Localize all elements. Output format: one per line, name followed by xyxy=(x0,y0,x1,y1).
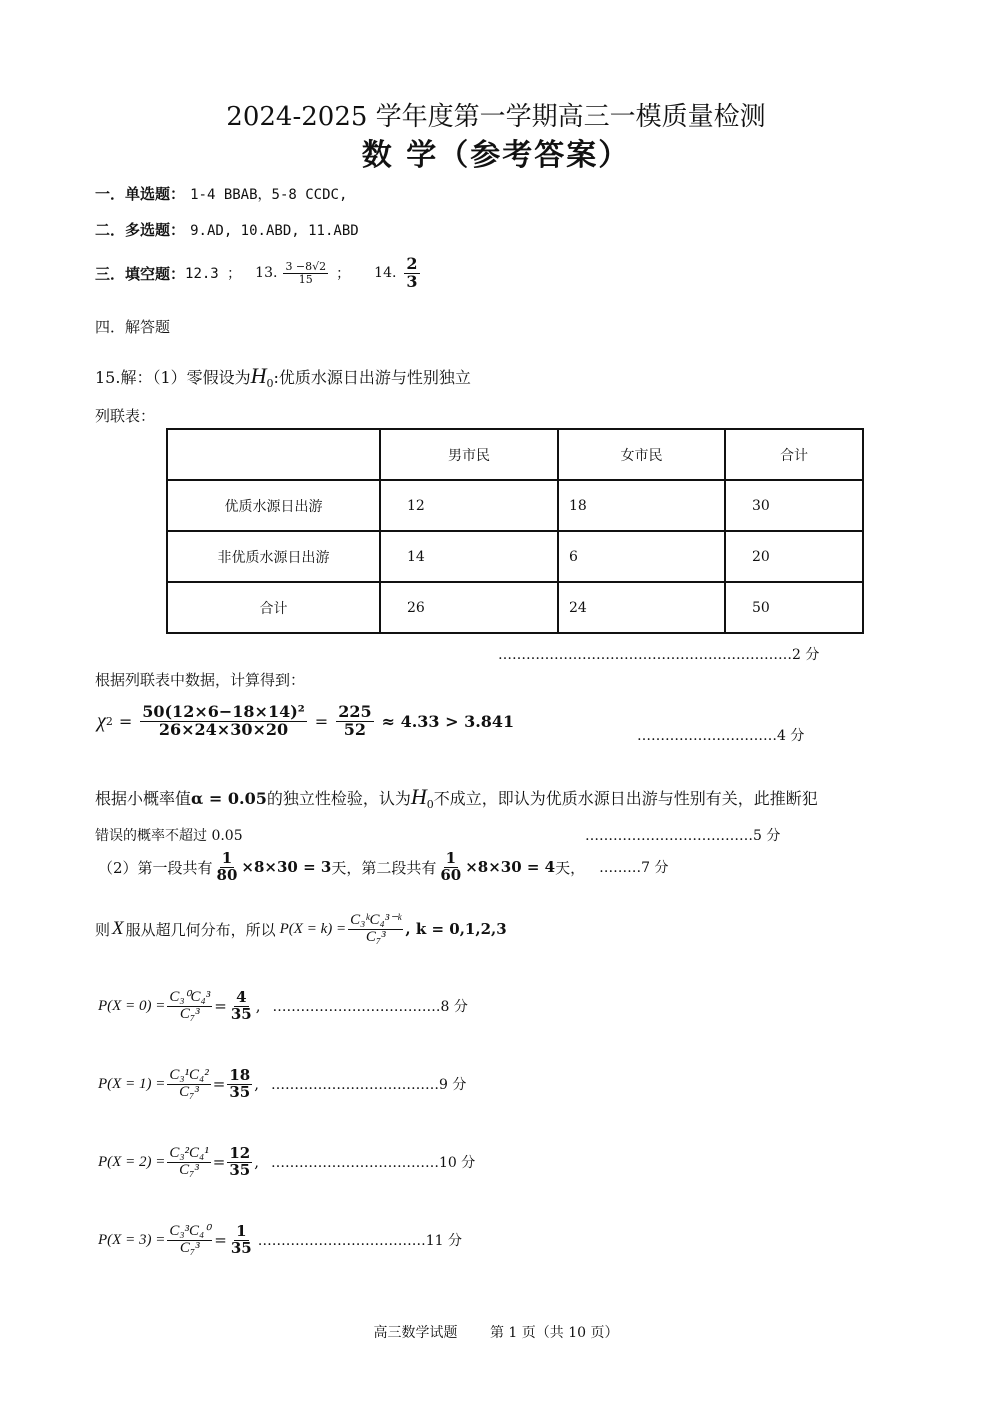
multi-choice-value: 9.AD, 10.ABD, 11.ABD xyxy=(190,223,359,239)
chi-symbol: χ xyxy=(97,709,106,732)
prob-fraction xyxy=(167,1068,210,1101)
calc-intro: 根据列联表中数据，计算得到： xyxy=(95,671,306,689)
distribution-mid: 服从超几何分布，所以 xyxy=(125,920,276,939)
part2-fraction-2-den: 60 xyxy=(440,865,462,884)
distribution-denominator: C₇³ xyxy=(365,928,386,945)
table-cell: 12 xyxy=(380,480,558,531)
part2-expr-2: ×8×30 = 4 xyxy=(465,858,556,877)
alpha-value: α = 0.05 xyxy=(191,789,267,808)
prob-denominator: C₇³ xyxy=(179,1161,199,1178)
table-header-cell: 女市民 xyxy=(558,429,725,480)
prob-equals: = xyxy=(212,1075,226,1094)
prob-denominator: C₇³ xyxy=(179,1239,200,1256)
prob-fraction xyxy=(167,990,212,1023)
chi-fraction xyxy=(140,704,307,739)
q15-intro-prefix: 15.解：（1）零假设为 xyxy=(95,368,251,387)
part2-fraction-2-num: 1 xyxy=(445,849,456,867)
prob-lhs: P(X = 0) = xyxy=(98,997,166,1014)
fill-q14-numerator: 2 xyxy=(406,254,418,273)
prob-equals: = xyxy=(212,1153,226,1172)
chi-numerator: 50(12×6−18×14)² xyxy=(142,702,305,721)
conclusion-prefix: 根据小概率值 xyxy=(95,789,192,808)
part2-fraction-1 xyxy=(215,851,240,884)
part2-fraction-1-den: 80 xyxy=(216,865,238,884)
probability-line xyxy=(98,1146,475,1179)
h0-subscript-2: 0 xyxy=(426,798,434,812)
prob-lhs: P(X = 2) = xyxy=(98,1153,166,1170)
prob-tail: , xyxy=(255,997,261,1016)
h0-symbol: H xyxy=(250,363,267,388)
prob-result-denominator: 35 xyxy=(230,1004,252,1023)
solve-section-label: 四．解答题 xyxy=(95,318,171,336)
single-choice-value: 1-4 BBAB，5-8 CCDC, xyxy=(190,187,348,203)
prob-tail: , xyxy=(254,1075,259,1094)
fill-answers xyxy=(95,256,422,291)
prob-numerator: C₃²C₄¹ xyxy=(169,1145,209,1161)
score-marker-10: ………………………………10 分 xyxy=(270,1155,476,1172)
fill-q12: 12.3 ； xyxy=(185,266,242,283)
table-cell: 18 xyxy=(558,480,725,531)
prob-result-numerator: 12 xyxy=(229,1144,251,1162)
distribution-fraction xyxy=(348,913,403,946)
prob-numerator: C₃³C₄⁰ xyxy=(169,1223,211,1239)
prob-denominator: C₇³ xyxy=(179,1005,200,1022)
distribution-tail: , k = 0,1,2,3 xyxy=(405,920,507,939)
chi-square-formula xyxy=(97,704,514,739)
chi-denominator-2: 52 xyxy=(343,719,367,739)
distribution-numerator: C₃ᵏC₄³⁻ᵏ xyxy=(350,912,402,928)
table-header-cell: 男市民 xyxy=(380,429,558,480)
chi-equals: = xyxy=(118,711,133,731)
fill-q13-numerator: 3 −8√2 xyxy=(285,260,327,274)
part2-mid: 天，第二段共有 xyxy=(331,858,437,877)
prob-denominator: C₇³ xyxy=(179,1083,199,1100)
chi-fraction-2 xyxy=(336,704,373,739)
table-cell: 6 xyxy=(558,531,725,582)
score-marker-11: ………………………………11 分 xyxy=(257,1233,462,1250)
fill-q13-prefix: 13. xyxy=(255,265,278,282)
footer-page-number: 第 1 页（共 10 页） xyxy=(489,1325,619,1341)
part2-fraction-1-num: 1 xyxy=(221,849,233,867)
prob-numerator: C₃¹C₄² xyxy=(169,1067,209,1083)
table-header-row xyxy=(167,429,863,480)
probability-line xyxy=(98,1068,466,1101)
prob-equals: = xyxy=(214,1231,227,1250)
score-marker-9: ………………………………9 分 xyxy=(270,1077,467,1094)
part2-suffix: 天， xyxy=(555,858,586,877)
table-header-cell xyxy=(167,429,380,480)
table-row-label: 优质水源日出游 xyxy=(167,480,380,531)
table-cell: 20 xyxy=(725,531,863,582)
footer-subject: 高三数学试题 xyxy=(373,1325,458,1341)
score-marker-8: ………………………………8 分 xyxy=(272,999,468,1016)
fill-label: 三．填空题： xyxy=(95,264,186,283)
q15-intro xyxy=(95,363,471,390)
multi-choice-answers xyxy=(95,219,359,240)
fill-q14-denominator: 3 xyxy=(406,271,418,291)
table-row-label: 合计 xyxy=(167,582,380,633)
h0-symbol-2: H xyxy=(410,784,427,809)
random-variable: X xyxy=(112,918,124,940)
prob-tail: , xyxy=(254,1153,259,1172)
prob-result-numerator: 18 xyxy=(229,1066,251,1084)
document-title: 2024-2025 学年度第一学期高三一模质量检测 xyxy=(226,102,766,132)
score-marker-7: ………7 分 xyxy=(599,860,669,877)
prob-lhs: P(X = 3) = xyxy=(98,1231,166,1248)
distribution-line xyxy=(95,913,507,946)
fill-q14-prefix: 14. xyxy=(374,265,397,282)
q15-intro-suffix: :优质水源日出游与性别独立 xyxy=(273,368,471,387)
table-cell: 26 xyxy=(380,582,558,633)
prob-equals: = xyxy=(214,997,227,1016)
single-choice-label: 一．单选题： xyxy=(95,185,186,203)
part2-prefix: （2）第一段共有 xyxy=(98,858,213,877)
prob-lhs: P(X = 1) = xyxy=(98,1075,166,1092)
fill-q13-fraction xyxy=(283,261,328,285)
part2-line xyxy=(98,851,669,884)
prob-result-fraction xyxy=(227,1068,252,1101)
table-row xyxy=(167,582,863,633)
part2-expr-1: ×8×30 = 3 xyxy=(241,858,332,877)
prob-result-numerator: 1 xyxy=(236,1222,247,1240)
document-subtitle: 数 学（参考答案） xyxy=(361,138,631,173)
table-cell: 50 xyxy=(725,582,863,633)
score-marker-4: …………………………4 分 xyxy=(637,728,805,744)
prob-result-fraction xyxy=(227,1146,252,1179)
page-footer xyxy=(0,1322,992,1342)
prob-numerator: C₃⁰C₄³ xyxy=(169,989,211,1005)
table-header-cell: 合计 xyxy=(725,429,863,480)
table-caption: 列联表： xyxy=(95,407,156,425)
prob-result-numerator: 4 xyxy=(236,988,247,1006)
fill-q14-fraction xyxy=(404,256,419,291)
prob-result-fraction xyxy=(229,990,254,1023)
conclusion-mid: 的独立性检验，认为 xyxy=(266,789,411,808)
table-cell: 24 xyxy=(558,582,725,633)
table-row xyxy=(167,531,863,582)
chi-result: ≈ 4.33 > 3.841 xyxy=(381,711,515,731)
score-marker-5: ………………………………5 分 xyxy=(585,828,781,844)
table-cell: 30 xyxy=(725,480,863,531)
table-cell: 14 xyxy=(380,531,558,582)
prob-result-fraction xyxy=(229,1224,254,1257)
prob-result-denominator: 35 xyxy=(229,1160,251,1179)
probability-line xyxy=(98,990,468,1023)
chi-numerator-2: 225 xyxy=(338,702,372,721)
conclusion-suffix: 不成立，即认为优质水源日出游与性别有关，此推断犯 xyxy=(433,789,818,808)
contingency-table xyxy=(166,428,864,634)
score-marker-2: ………………………………………………………2 分 xyxy=(498,647,820,663)
distribution-prefix: 则 xyxy=(95,920,111,939)
prob-fraction xyxy=(167,1224,212,1257)
prob-fraction xyxy=(167,1146,210,1179)
multi-choice-label: 二．多选题： xyxy=(95,221,186,239)
chi-denominator: 26×24×30×20 xyxy=(158,719,289,739)
chi-equals-2: = xyxy=(314,711,329,731)
fill-q13-denominator: 15 xyxy=(298,272,313,286)
table-row-label: 非优质水源日出游 xyxy=(167,531,380,582)
conclusion-line-1 xyxy=(95,784,818,811)
single-choice-answers xyxy=(95,183,347,204)
part2-fraction-2 xyxy=(438,851,463,884)
prob-result-denominator: 35 xyxy=(230,1238,252,1257)
h0-subscript: 0 xyxy=(266,377,274,391)
prob-result-denominator: 35 xyxy=(229,1082,251,1101)
conclusion-line-2: 错误的概率不超过 0.05 xyxy=(95,828,243,844)
chi-superscript: 2 xyxy=(105,714,113,728)
probability-line xyxy=(98,1224,462,1257)
fill-separator: ； xyxy=(336,266,351,283)
distribution-lhs: P(X = k) = xyxy=(279,920,347,937)
table-row xyxy=(167,480,863,531)
